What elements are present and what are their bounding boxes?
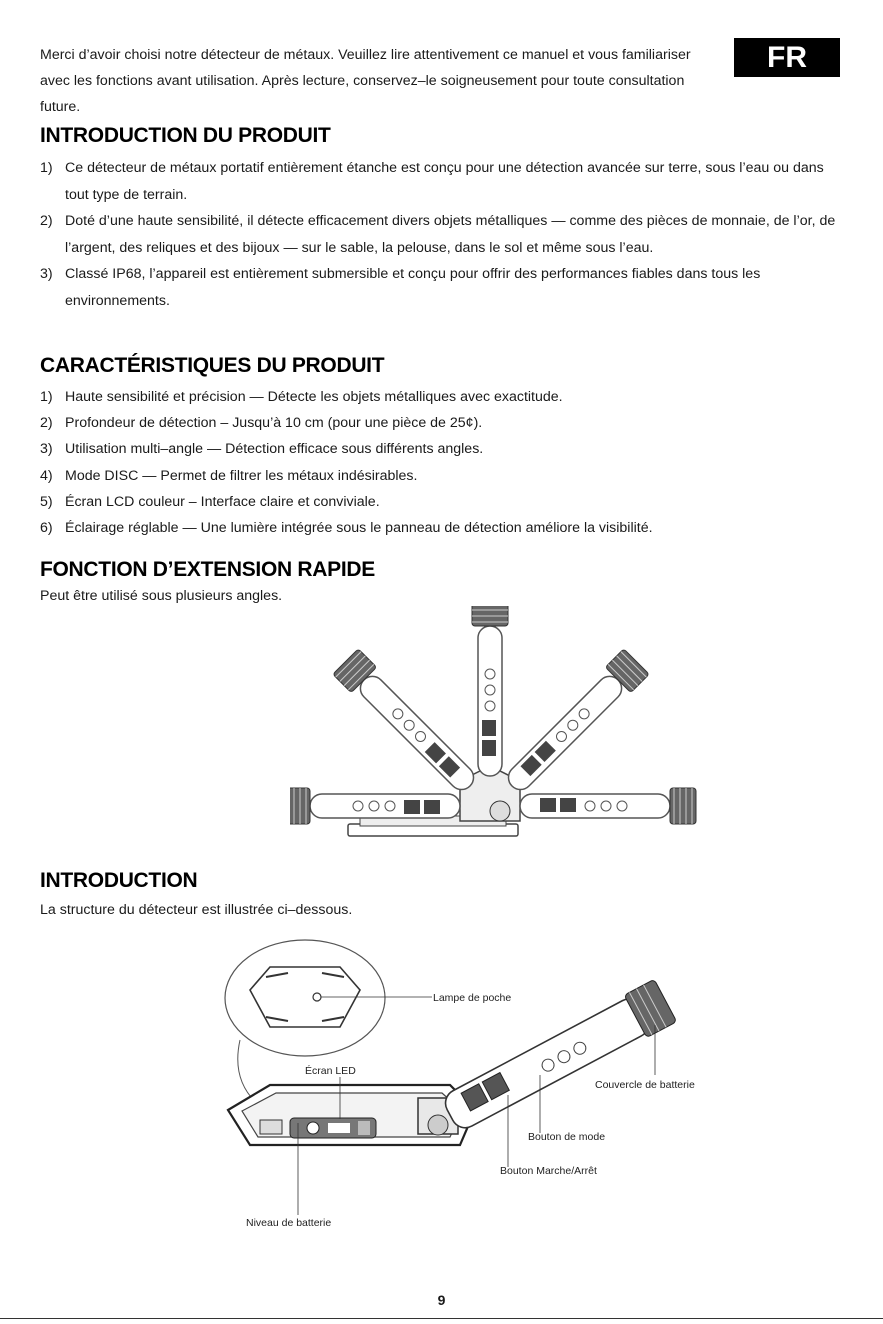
label-battery-cover: Couvercle de batterie [595,1079,695,1091]
introduction-text: La structure du détecteur est illustrée ci–dessous. [40,902,353,918]
list-item: 6) Éclairage réglable — Une lumière intégrée sous le panneau de détection améliore la visibilité. [40,520,653,537]
list-item: 4) Mode DISC — Permet de filtrer les métaux indésirables. [40,467,418,484]
product-intro-list [40,155,845,314]
label-battery-level: Niveau de batterie [246,1217,332,1229]
list-item: 2) Profondeur de détection – Jusqu’à 10 cm (pour une pièce de 25¢). [40,415,483,432]
page-number: 9 [437,1292,446,1308]
list-item: 3) Classé IP68, l’appareil est entièrement submersible et conçu pour offrir des performances fiables dans tous les environnements. [40,266,761,309]
language-badge: FR [734,38,840,77]
label-power-button: Bouton Marche/Arrêt [500,1165,597,1177]
structure-diagram [210,935,730,1235]
section-heading-product-intro: INTRODUCTION DU PRODUIT [40,124,331,147]
list-item: 5) Écran LCD couleur – Interface claire et conviviale. [40,493,380,510]
list-item: 1) Ce détecteur de métaux portatif entièrement étanche est conçu pour une détection avancée sur terre, sous l’eau ou dans tout type de terrain. [40,160,824,203]
footer-rule [0,1318,883,1319]
list-item: 2) Doté d’une haute sensibilité, il détecte efficacement divers objets métalliques — comme des pièces de monnaie, de l’or, de l’argent, des reliques et des bijoux — sur le sable, la pelouse, dans le sol et même sous l’eau. [40,213,836,256]
label-led-screen: Écran LED [305,1065,356,1077]
extension-text: Peut être utilisé sous plusieurs angles. [40,588,283,604]
label-mode-button: Bouton de mode [528,1131,606,1143]
multi-angle-illustration [290,606,710,856]
intro-paragraph: Merci d’avoir choisi notre détecteur de métaux. Veuillez lire attentivement ce manuel et vous familiariser avec les fonctions avant utilisation. Après lecture, conservez–le soigneusement pour toute consultation future. [40,47,691,115]
section-heading-features: CARACTÉRISTIQUES DU PRODUIT [40,354,385,377]
list-item: 3) Utilisation multi–angle — Détection efficace sous différents angles. [40,441,484,458]
list-item: 1) Haute sensibilité et précision — Détecte les objets métalliques avec exactitude. [40,389,563,405]
section-heading-extension: FONCTION D’EXTENSION RAPIDE [40,558,375,581]
section-heading-introduction: INTRODUCTION [40,869,198,892]
label-flashlight: Lampe de poche [433,992,512,1004]
features-list [40,384,845,541]
